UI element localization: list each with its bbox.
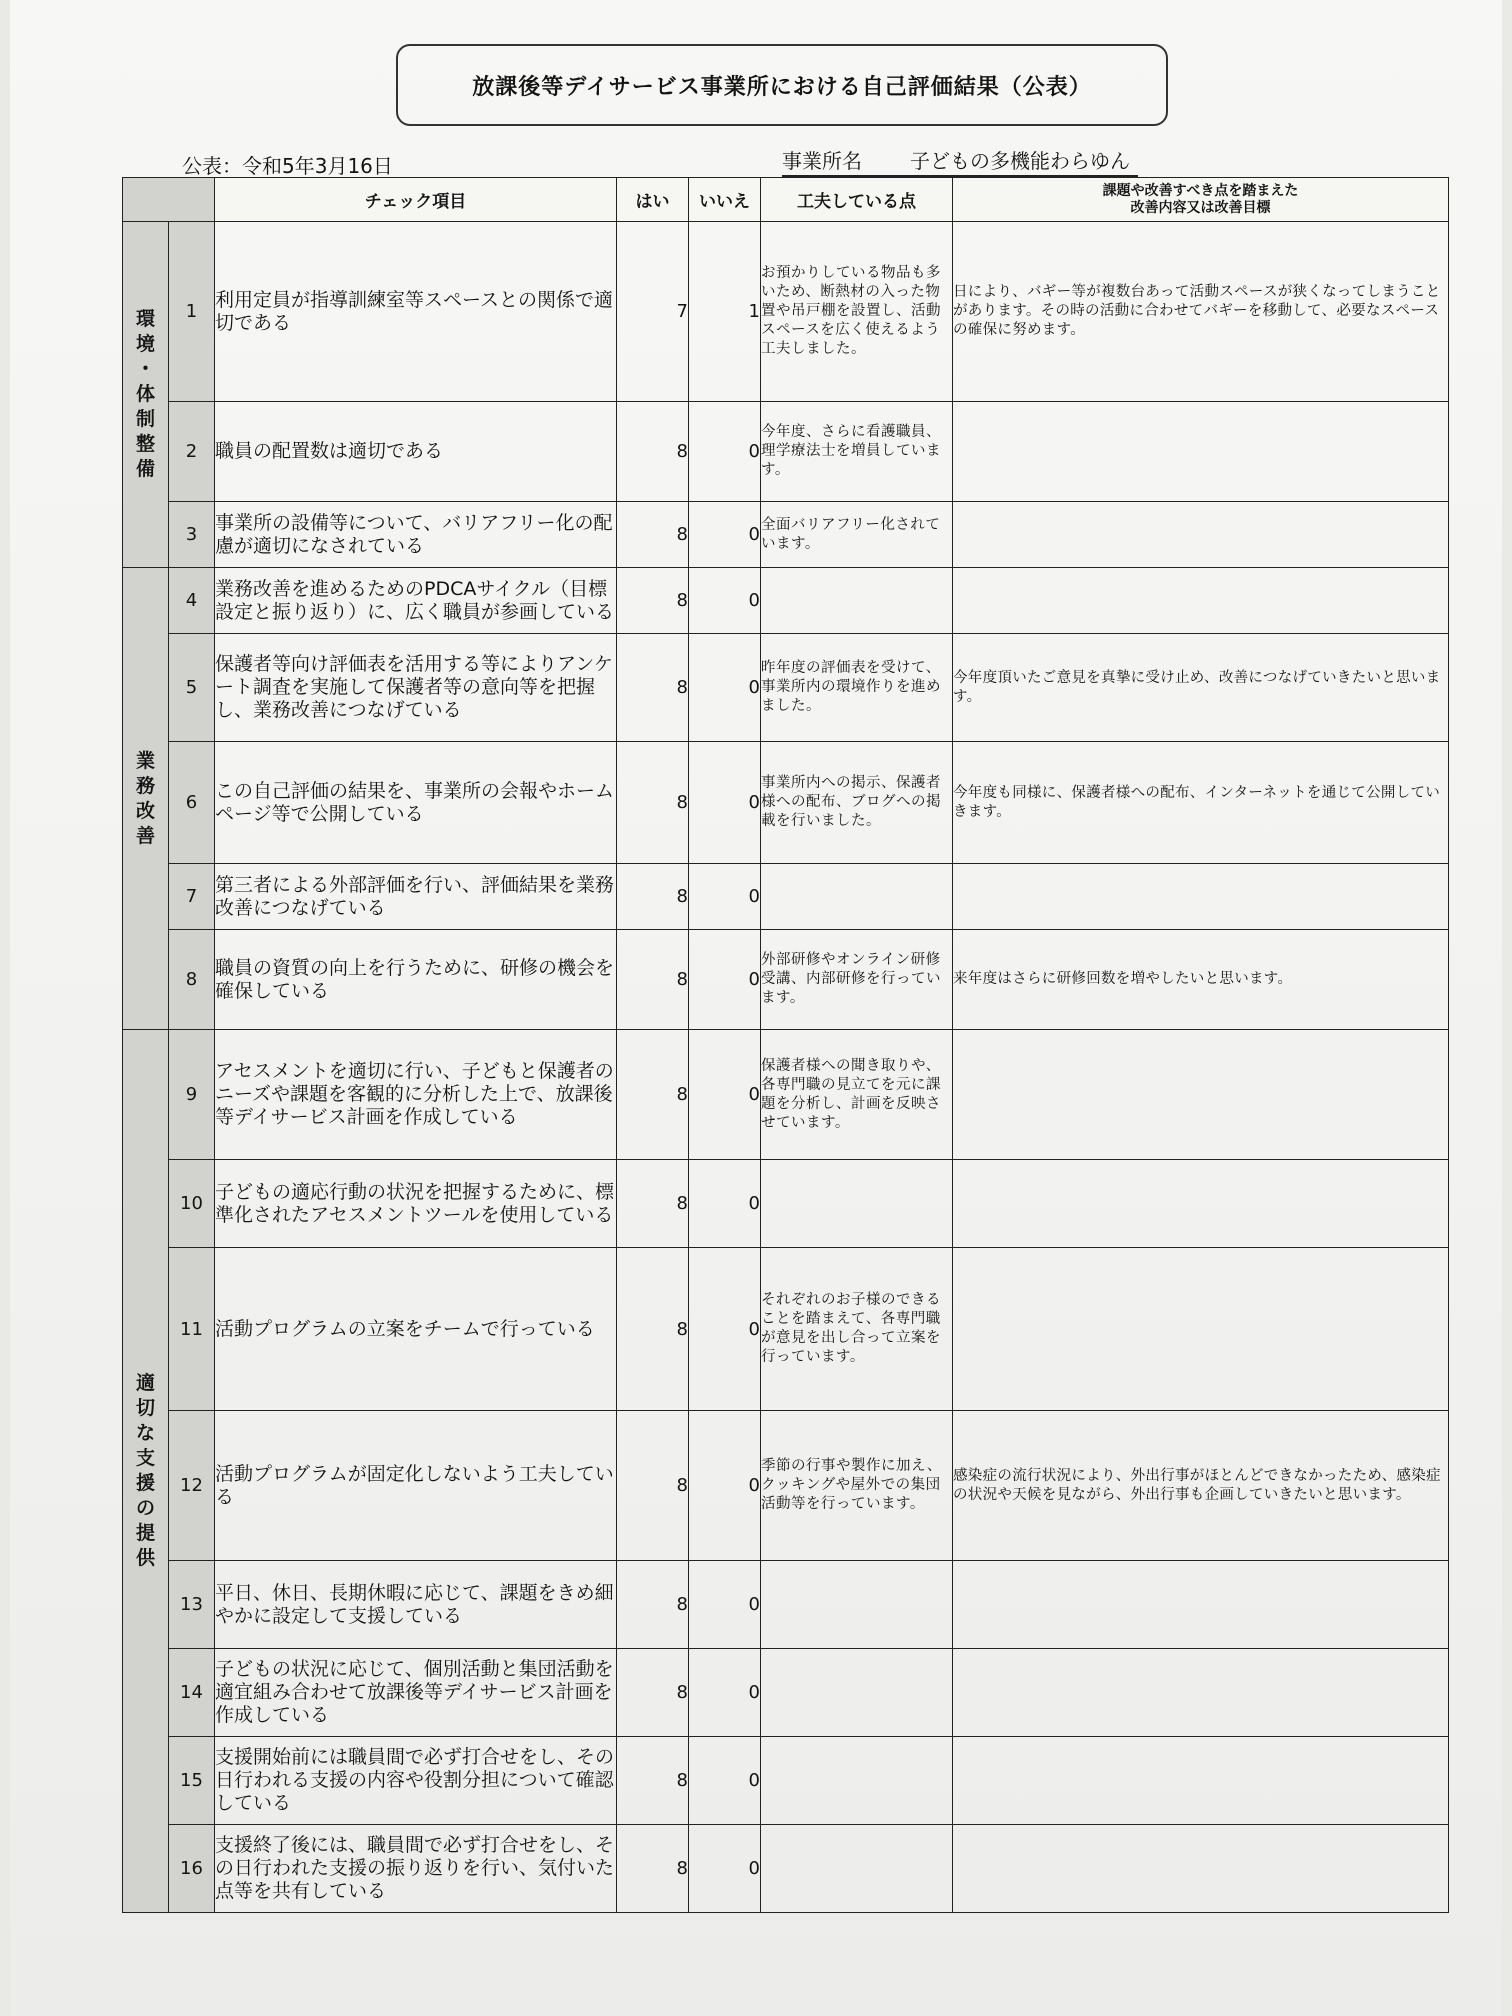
check-item: 活動プログラムの立案をチームで行っている bbox=[215, 1248, 617, 1411]
header-blank bbox=[123, 178, 215, 222]
no-count: 0 bbox=[689, 742, 761, 864]
table-row bbox=[123, 1561, 1449, 1649]
check-item: 利用定員が指導訓練室等スペースとの関係で適切である bbox=[215, 222, 617, 402]
category-char: 体 bbox=[135, 383, 155, 405]
header-ingenuity: 工夫している点 bbox=[761, 178, 953, 222]
check-item: この自己評価の結果を、事業所の会報やホームページ等で公開している bbox=[215, 742, 617, 864]
check-item: 事業所の設備等について、バリアフリー化の配慮が適切になされている bbox=[215, 502, 617, 568]
self-evaluation-table bbox=[122, 177, 1449, 1913]
category-char: 環 bbox=[135, 308, 155, 330]
no-count: 0 bbox=[689, 930, 761, 1030]
table-row bbox=[123, 742, 1449, 864]
check-item: 子どもの状況に応じて、個別活動と集団活動を適宜組み合わせて放課後等デイサービス計画を作成している bbox=[215, 1649, 617, 1737]
ingenuity-note bbox=[761, 1160, 953, 1248]
header-improvement bbox=[953, 178, 1449, 222]
improvement-note bbox=[953, 568, 1449, 634]
no-count: 0 bbox=[689, 1411, 761, 1561]
improvement-note: 今年度も同様に、保護者様への配布、インターネットを通じて公開していきます。 bbox=[953, 742, 1449, 864]
no-count: 0 bbox=[689, 634, 761, 742]
item-number: 1 bbox=[169, 222, 215, 402]
check-item: 子どもの適応行動の状況を把握するために、標準化されたアセスメントツールを使用している bbox=[215, 1160, 617, 1248]
category-cell bbox=[123, 568, 169, 1030]
check-item: 職員の配置数は適切である bbox=[215, 402, 617, 502]
category-char: 提 bbox=[135, 1522, 155, 1544]
no-count: 1 bbox=[689, 222, 761, 402]
table-row bbox=[123, 930, 1449, 1030]
category-char: 業 bbox=[135, 749, 155, 772]
yes-count: 8 bbox=[617, 1248, 689, 1411]
item-number: 2 bbox=[169, 402, 215, 502]
no-count: 0 bbox=[689, 1649, 761, 1737]
table-row bbox=[123, 1737, 1449, 1825]
yes-count: 8 bbox=[617, 634, 689, 742]
ingenuity-note: お預かりしている物品も多いため、断熱材の入った物置や吊戸棚を設置し、活動スペースを広く使えるよう工夫しました。 bbox=[761, 222, 953, 402]
ingenuity-note: 昨年度の評価表を受けて、事業所内の環境作りを進めました。 bbox=[761, 634, 953, 742]
category-char: 援 bbox=[135, 1472, 155, 1494]
check-item: 保護者等向け評価表を活用する等によりアンケート調査を実施して保護者等の意向等を把握し、業務改善につなげている bbox=[215, 634, 617, 742]
category-char: 適 bbox=[135, 1372, 155, 1394]
document-title: 放課後等デイサービス事業所における自己評価結果（公表） bbox=[396, 44, 1168, 126]
no-count: 0 bbox=[689, 502, 761, 568]
item-number: 11 bbox=[169, 1248, 215, 1411]
yes-count: 8 bbox=[617, 1411, 689, 1561]
item-number: 14 bbox=[169, 1649, 215, 1737]
yes-count: 8 bbox=[617, 568, 689, 634]
yes-count: 8 bbox=[617, 864, 689, 930]
check-item: 支援開始前には職員間で必ず打合せをし、その日行われる支援の内容や役割分担について確認している bbox=[215, 1737, 617, 1825]
category-char: 務 bbox=[135, 774, 155, 797]
category-char: ・ bbox=[135, 358, 155, 380]
improvement-note bbox=[953, 1649, 1449, 1737]
ingenuity-note: 事業所内への掲示、保護者様への配布、ブログへの掲載を行いました。 bbox=[761, 742, 953, 864]
check-item: 活動プログラムが固定化しないよう工夫している bbox=[215, 1411, 617, 1561]
no-count: 0 bbox=[689, 1248, 761, 1411]
category-char: 制 bbox=[135, 408, 155, 430]
item-number: 7 bbox=[169, 864, 215, 930]
table-row bbox=[123, 1825, 1449, 1913]
check-item: 支援終了後には、職員間で必ず打合せをし、その日行われた支援の振り返りを行い、気付いた点等を共有している bbox=[215, 1825, 617, 1913]
improvement-note: 感染症の流行状況により、外出行事がほとんどできなかったため、感染症の状況や天候を見ながら、外出行事も企画していきたいと思います。 bbox=[953, 1411, 1449, 1561]
improvement-note: 今年度頂いたご意見を真摯に受け止め、改善につなげていきたいと思います。 bbox=[953, 634, 1449, 742]
yes-count: 8 bbox=[617, 930, 689, 1030]
category-char: の bbox=[135, 1497, 155, 1519]
table-row bbox=[123, 864, 1449, 930]
improvement-note: 来年度はさらに研修回数を増やしたいと思います。 bbox=[953, 930, 1449, 1030]
ingenuity-note: 保護者様への聞き取りや、各専門職の見立てを元に課題を分析し、計画を反映させています。 bbox=[761, 1030, 953, 1160]
table-header-row bbox=[123, 178, 1449, 222]
category-cell bbox=[123, 1030, 169, 1913]
ingenuity-note bbox=[761, 1649, 953, 1737]
ingenuity-note: それぞれのお子様のできることを踏まえて、各専門職が意見を出し合って立案を行っています。 bbox=[761, 1248, 953, 1411]
improvement-note bbox=[953, 502, 1449, 568]
category-char: 供 bbox=[135, 1547, 155, 1569]
improvement-note: 日により、バギー等が複数台あって活動スペースが狭くなってしまうことがあります。その時の活動に合わせてバギーを移動して、必要なスペースの確保に努めます。 bbox=[953, 222, 1449, 402]
category-char: 善 bbox=[135, 824, 155, 847]
ingenuity-note bbox=[761, 1737, 953, 1825]
improvement-note bbox=[953, 1737, 1449, 1825]
improvement-note bbox=[953, 402, 1449, 502]
publication-date: 公表：令和5年3月16日 bbox=[176, 150, 401, 182]
no-count: 0 bbox=[689, 1825, 761, 1913]
table-row bbox=[123, 634, 1449, 742]
yes-count: 8 bbox=[617, 742, 689, 864]
ingenuity-note bbox=[761, 1561, 953, 1649]
ingenuity-note: 全面バリアフリー化されています。 bbox=[761, 502, 953, 568]
yes-count: 8 bbox=[617, 1737, 689, 1825]
item-number: 13 bbox=[169, 1561, 215, 1649]
no-count: 0 bbox=[689, 402, 761, 502]
category-char: 備 bbox=[135, 458, 155, 480]
ingenuity-note: 外部研修やオンライン研修受講、内部研修を行っています。 bbox=[761, 930, 953, 1030]
improvement-note bbox=[953, 1030, 1449, 1160]
yes-count: 7 bbox=[617, 222, 689, 402]
category-char: 整 bbox=[135, 433, 155, 455]
table-row bbox=[123, 502, 1449, 568]
check-item: 平日、休日、長期休暇に応じて、課題をきめ細やかに設定して支援している bbox=[215, 1561, 617, 1649]
item-number: 10 bbox=[169, 1160, 215, 1248]
table-row bbox=[123, 1160, 1449, 1248]
improvement-note bbox=[953, 1160, 1449, 1248]
ingenuity-note bbox=[761, 568, 953, 634]
ingenuity-note: 季節の行事や製作に加え、クッキングや屋外での集団活動等を行っています。 bbox=[761, 1411, 953, 1561]
improvement-note bbox=[953, 1248, 1449, 1411]
header-improvement-line1: 課題や改善すべき点を踏まえた bbox=[1102, 182, 1299, 199]
item-number: 15 bbox=[169, 1737, 215, 1825]
header-check-item: チェック項目 bbox=[215, 178, 617, 222]
category-char: 改 bbox=[135, 799, 155, 822]
no-count: 0 bbox=[689, 1160, 761, 1248]
item-number: 4 bbox=[169, 568, 215, 634]
improvement-note bbox=[953, 864, 1449, 930]
ingenuity-note bbox=[761, 864, 953, 930]
yes-count: 8 bbox=[617, 1030, 689, 1160]
no-count: 0 bbox=[689, 1030, 761, 1160]
header-yes: はい bbox=[617, 178, 689, 222]
office-name: 子どもの多機能わらゆん bbox=[910, 149, 1130, 173]
category-char: 支 bbox=[135, 1447, 155, 1469]
item-number: 8 bbox=[169, 930, 215, 1030]
yes-count: 8 bbox=[617, 402, 689, 502]
check-item: 職員の資質の向上を行うために、研修の機会を確保している bbox=[215, 930, 617, 1030]
category-char: 境 bbox=[135, 333, 155, 355]
table-row bbox=[123, 1248, 1449, 1411]
yes-count: 8 bbox=[617, 1825, 689, 1913]
yes-count: 8 bbox=[617, 1160, 689, 1248]
table-row bbox=[123, 1411, 1449, 1561]
yes-count: 8 bbox=[617, 1561, 689, 1649]
office-label: 事業所名 bbox=[782, 149, 862, 173]
header-no: いいえ bbox=[689, 178, 761, 222]
improvement-note bbox=[953, 1561, 1449, 1649]
no-count: 0 bbox=[689, 1737, 761, 1825]
improvement-note bbox=[953, 1825, 1449, 1913]
office-name-line bbox=[782, 145, 1138, 177]
document-sheet bbox=[10, 0, 1502, 2016]
category-char: 切 bbox=[135, 1397, 155, 1419]
item-number: 3 bbox=[169, 502, 215, 568]
no-count: 0 bbox=[689, 864, 761, 930]
category-char: な bbox=[135, 1422, 155, 1444]
table-row bbox=[123, 222, 1449, 402]
category-cell bbox=[123, 222, 169, 568]
no-count: 0 bbox=[689, 568, 761, 634]
item-number: 9 bbox=[169, 1030, 215, 1160]
table-row bbox=[123, 402, 1449, 502]
check-item: アセスメントを適切に行い、子どもと保護者のニーズや課題を客観的に分析した上で、放課後等デイサービス計画を作成している bbox=[215, 1030, 617, 1160]
ingenuity-note bbox=[761, 1825, 953, 1913]
yes-count: 8 bbox=[617, 1649, 689, 1737]
item-number: 12 bbox=[169, 1411, 215, 1561]
yes-count: 8 bbox=[617, 502, 689, 568]
ingenuity-note: 今年度、さらに看護職員、理学療法士を増員しています。 bbox=[761, 402, 953, 502]
item-number: 5 bbox=[169, 634, 215, 742]
header-improvement-line2: 改善内容又は改善目標 bbox=[1130, 199, 1271, 216]
table-row bbox=[123, 1649, 1449, 1737]
item-number: 6 bbox=[169, 742, 215, 864]
no-count: 0 bbox=[689, 1561, 761, 1649]
check-item: 業務改善を進めるためのPDCAサイクル（目標設定と振り返り）に、広く職員が参画している bbox=[215, 568, 617, 634]
item-number: 16 bbox=[169, 1825, 215, 1913]
table-row bbox=[123, 1030, 1449, 1160]
table-row bbox=[123, 568, 1449, 634]
check-item: 第三者による外部評価を行い、評価結果を業務改善につなげている bbox=[215, 864, 617, 930]
